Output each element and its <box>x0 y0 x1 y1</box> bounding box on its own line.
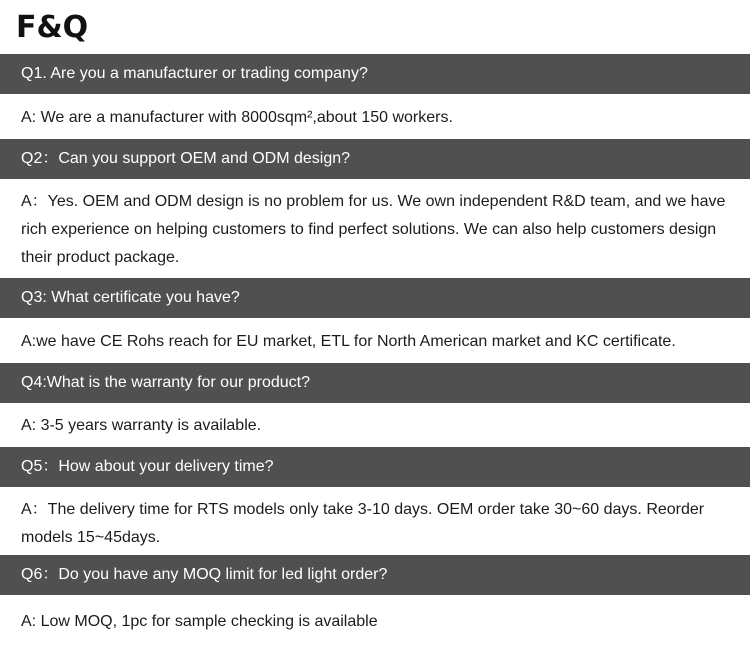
faq-question-text: Q6：Do you have any MOQ limit for led light order? <box>21 566 388 583</box>
faq-question-bar <box>0 363 750 403</box>
page-title: F&Q <box>16 10 89 45</box>
faq-question-bar <box>0 54 750 94</box>
faq-answer-text: A：The delivery time for RTS models only take 3-10 days. OEM order take 30~60 days. Reorder models 15~45days. <box>21 501 705 546</box>
faq-question-text: Q1. Are you a manufacturer or trading company? <box>21 65 368 82</box>
faq-question-text: Q5：How about your delivery time? <box>21 458 274 475</box>
faq-answer-text: A: We are a manufacturer with 8000sqm²,about 150 workers. <box>21 109 453 126</box>
faq-question-bar <box>0 447 750 487</box>
faq-question-text: Q4:What is the warranty for our product? <box>21 374 311 391</box>
faq-question-text: Q3: What certificate you have? <box>21 289 240 306</box>
faq-answer-text: A: 3-5 years warranty is available. <box>21 417 262 434</box>
faq-answer-text: A: Low MOQ, 1pc for sample checking is available <box>21 613 378 630</box>
faq-question-text: Q2：Can you support OEM and ODM design? <box>21 150 351 167</box>
faq-question-bar <box>0 139 750 179</box>
faq-answer-text: A：Yes. OEM and ODM design is no problem for us. We own independent R&D team, and we have rich experience on helping customers to find perfect solutions. We can also help customers design their product package. <box>21 193 726 266</box>
faq-question-bar <box>0 555 750 595</box>
faq-answer-text: A:we have CE Rohs reach for EU market, ETL for North American market and KC certificate. <box>21 333 676 350</box>
faq-question-bar <box>0 278 750 318</box>
